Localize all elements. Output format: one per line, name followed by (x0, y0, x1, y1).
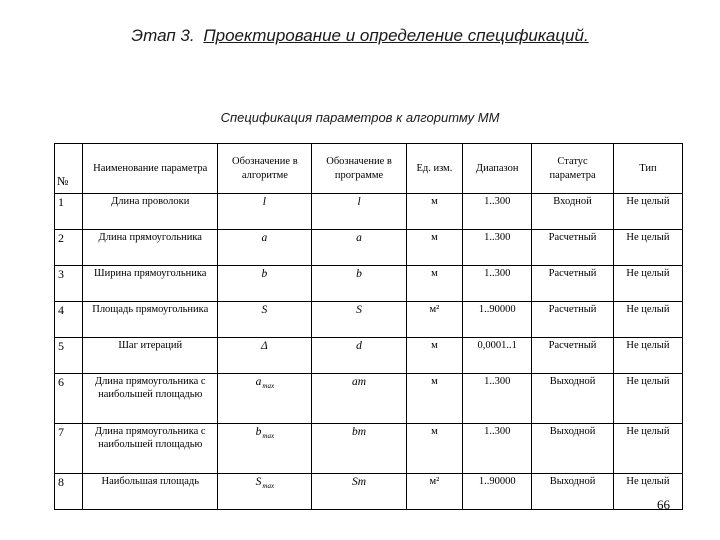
range: 0,0001..1 (463, 338, 532, 374)
param-name: Длина прямоугольника с наибольшей площадью (83, 374, 218, 424)
status: Выходной (532, 424, 614, 474)
range: 1..300 (463, 266, 532, 302)
row-num: 6 (55, 374, 83, 424)
prog-symbol: S (312, 302, 406, 338)
row-num: 5 (55, 338, 83, 374)
table-caption: Спецификация параметров к алгоритму ММ (220, 110, 500, 125)
table-row (55, 474, 683, 510)
unit: м (406, 374, 463, 424)
type: Не целый (613, 424, 682, 474)
prog-symbol: b (312, 266, 406, 302)
alg-symbol-base: S (261, 304, 268, 316)
param-name: Наибольшая площадь (83, 474, 218, 510)
unit: м² (406, 302, 463, 338)
type: Не целый (613, 194, 682, 230)
unit: м (406, 230, 463, 266)
prog-symbol: am (312, 374, 406, 424)
unit: м (406, 266, 463, 302)
range: 1..300 (463, 424, 532, 474)
row-num: 1 (55, 194, 83, 230)
alg-symbol-base: l (262, 196, 266, 208)
alg-symbol (218, 266, 312, 302)
prog-symbol: bm (312, 424, 406, 474)
type: Не целый (613, 374, 682, 424)
prog-symbol: d (312, 338, 406, 374)
alg-symbol (218, 230, 312, 266)
alg-symbol (218, 194, 312, 230)
header-alg: Обозначение в алгоритме (218, 144, 312, 194)
status: Расчетный (532, 266, 614, 302)
header-type: Тип (613, 144, 682, 194)
table-header-row (55, 144, 683, 194)
type: Не целый (613, 230, 682, 266)
header-status: Статус параметра (532, 144, 614, 194)
row-num: 8 (55, 474, 83, 510)
alg-symbol (218, 474, 312, 510)
alg-symbol-sub: max (262, 432, 275, 440)
header-prog: Обозначение в программе (312, 144, 406, 194)
table-row (55, 194, 683, 230)
spec-table (54, 143, 683, 510)
type: Не целый (613, 266, 682, 302)
unit: м² (406, 474, 463, 510)
page-number: 66 (657, 497, 670, 512)
status: Выходной (532, 474, 614, 510)
range: 1..90000 (463, 474, 532, 510)
param-name: Шаг итераций (83, 338, 218, 374)
range: 1..300 (463, 194, 532, 230)
alg-symbol-base: b (261, 268, 268, 280)
alg-symbol (218, 424, 312, 474)
stage-label: Этап 3. (131, 26, 195, 45)
row-num: 4 (55, 302, 83, 338)
param-name: Длина проволоки (83, 194, 218, 230)
status: Входной (532, 194, 614, 230)
range: 1..300 (463, 230, 532, 266)
alg-symbol-base: a (261, 232, 268, 244)
table-row (55, 230, 683, 266)
prog-symbol: a (312, 230, 406, 266)
param-name: Длина прямоугольника с наибольшей площадью (83, 424, 218, 474)
alg-symbol-base: a (255, 376, 262, 388)
stage-topic: Проектирование и определение спецификаций. (203, 26, 589, 45)
param-name: Длина прямоугольника (83, 230, 218, 266)
unit: м (406, 424, 463, 474)
prog-symbol: Sm (312, 474, 406, 510)
header-name: Наименование параметра (83, 144, 218, 194)
status: Расчетный (532, 230, 614, 266)
alg-symbol-sub: max (262, 482, 275, 490)
alg-symbol-base: S (255, 476, 262, 488)
row-num: 3 (55, 266, 83, 302)
table-row (55, 424, 683, 474)
header-num: № (55, 144, 83, 194)
alg-symbol-base: Δ (260, 340, 268, 352)
alg-symbol-sub: max (262, 382, 275, 390)
unit: м (406, 338, 463, 374)
type: Не целый (613, 474, 682, 510)
status: Расчетный (532, 338, 614, 374)
prog-symbol: l (312, 194, 406, 230)
alg-symbol (218, 338, 312, 374)
range: 1..300 (463, 374, 532, 424)
header-range: Диапазон (463, 144, 532, 194)
range: 1..90000 (463, 302, 532, 338)
alg-symbol-base: b (255, 426, 262, 438)
alg-symbol (218, 302, 312, 338)
table-row (55, 338, 683, 374)
param-name: Площадь прямоугольника (83, 302, 218, 338)
status: Выходной (532, 374, 614, 424)
type: Не целый (613, 302, 682, 338)
alg-symbol (218, 374, 312, 424)
type: Не целый (613, 338, 682, 374)
slide-title (0, 26, 720, 46)
row-num: 7 (55, 424, 83, 474)
unit: м (406, 194, 463, 230)
status: Расчетный (532, 302, 614, 338)
row-num: 2 (55, 230, 83, 266)
table-row (55, 302, 683, 338)
header-unit: Ед. изм. (406, 144, 463, 194)
table-row (55, 374, 683, 424)
table-row (55, 266, 683, 302)
param-name: Ширина прямоугольника (83, 266, 218, 302)
